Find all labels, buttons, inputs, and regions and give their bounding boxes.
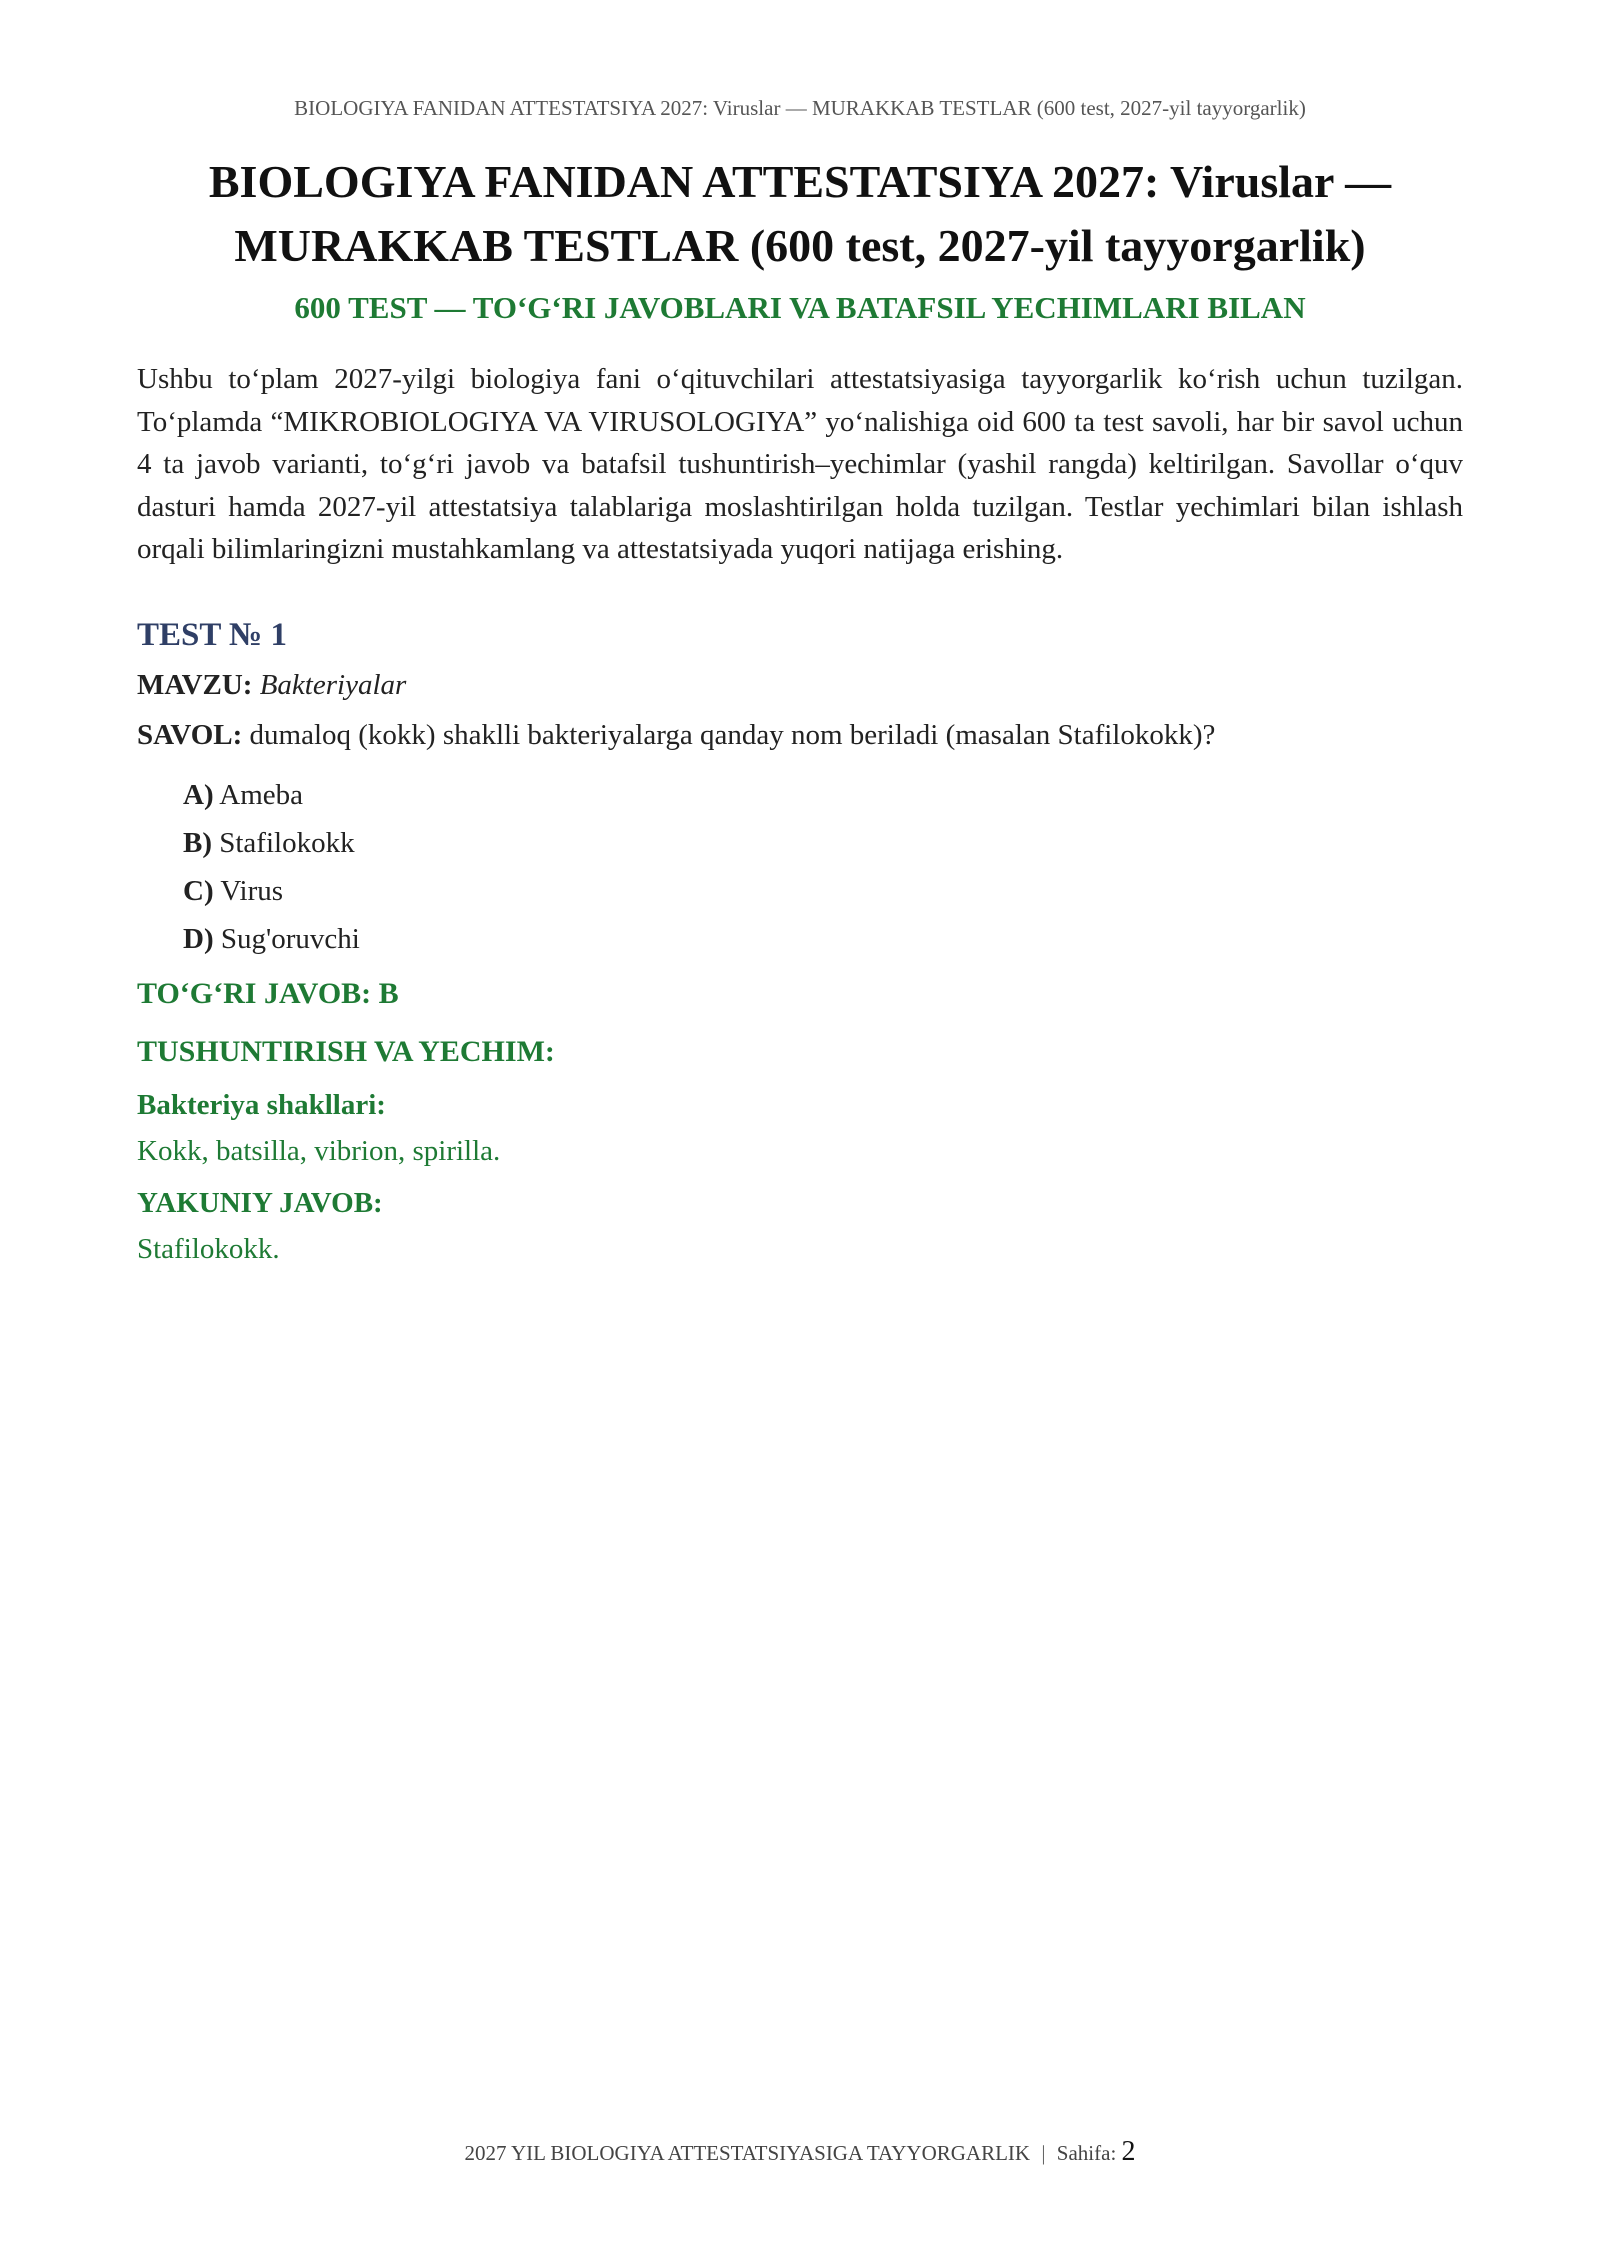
final-answer-heading: YAKUNIY JAVOB: xyxy=(137,1186,383,1219)
correct-answer: TO‘G‘RI JAVOB: B xyxy=(137,976,399,1010)
explanation-subheading: Bakteriya shakllari: xyxy=(137,1088,386,1121)
test-heading: TEST № 1 xyxy=(137,616,287,653)
footer-separator: | xyxy=(1041,2141,1046,2165)
question-label: SAVOL: xyxy=(137,718,243,751)
document-subtitle: 600 TEST — TO‘G‘RI JAVOBLARI VA BATAFSIL YECHIMLARI BILAN xyxy=(294,290,1306,325)
explanation-text: Kokk, batsilla, vibrion, spirilla. xyxy=(137,1134,501,1167)
explanation-heading: TUSHUNTIRISH VA YECHIM: xyxy=(137,1034,555,1068)
topic-value: Bakteriyalar xyxy=(259,668,407,701)
option-c xyxy=(183,867,1463,915)
final-answer-text: Stafilokokk. xyxy=(137,1232,280,1265)
page-number: 2 xyxy=(1121,2136,1136,2167)
page-content xyxy=(137,150,1463,1269)
option-letter: A) xyxy=(183,778,214,811)
option-text: Virus xyxy=(220,874,284,907)
option-letter: D) xyxy=(183,922,214,955)
document-title xyxy=(137,150,1463,278)
option-letter: B) xyxy=(183,826,212,859)
topic-row xyxy=(137,665,1463,705)
question-row xyxy=(137,715,1463,755)
footer-text: 2027 YIL BIOLOGIYA ATTESTATSIYASIGA TAYYORGARLIK xyxy=(464,2141,1031,2165)
question-text: dumaloq (kokk) shaklli bakteriyalarga qanday nom beriladi (masalan Stafilokokk)? xyxy=(249,718,1216,751)
option-b xyxy=(183,819,1463,867)
option-text: Sug'oruvchi xyxy=(220,922,360,955)
page-label: Sahifa: xyxy=(1056,2141,1117,2165)
running-footer xyxy=(0,2136,1600,2168)
option-a xyxy=(183,771,1463,819)
option-letter: C) xyxy=(183,874,214,907)
topic-label: MAVZU: xyxy=(137,668,253,701)
title-line-2: MURAKKAB TESTLAR (600 test, 2027-yil tayyorgarlik) xyxy=(234,220,1366,271)
option-text: Stafilokokk xyxy=(219,826,355,859)
option-d xyxy=(183,915,1463,963)
title-line-1: BIOLOGIYA FANIDAN ATTESTATSIYA 2027: Viruslar — xyxy=(208,156,1392,207)
intro-paragraph: Ushbu to‘plam 2027-yilgi biologiya fani o‘qituvchilari attestatsiyasiga tayyorgarlik ko‘rish uchun tuzilgan. To‘plamda “MIKROBIOLOGIYA VA VIRUSOLOGIYA” yo‘nalishiga oid 600 ta test savoli, har bir savol uchun 4 ta javob varianti, to‘g‘ri javob va batafsil tushuntirish–yechimlar (yashil rangda) keltirilgan. Savollar o‘quv dasturi hamda 2027-yil attestatsiya talablariga moslashtirilgan holda tuzilgan. Testlar yechimlari bilan ishlash orqali bilimlaringizni mustahkamlang va attestatsiyada yuqori natijaga erishing. xyxy=(137,363,1463,565)
option-text: Ameba xyxy=(219,778,304,811)
answer-options xyxy=(183,771,1463,963)
running-header: BIOLOGIYA FANIDAN ATTESTATSIYA 2027: Viruslar — MURAKKAB TESTLAR (600 test, 2027-yil tayyorgarlik) xyxy=(294,96,1306,120)
